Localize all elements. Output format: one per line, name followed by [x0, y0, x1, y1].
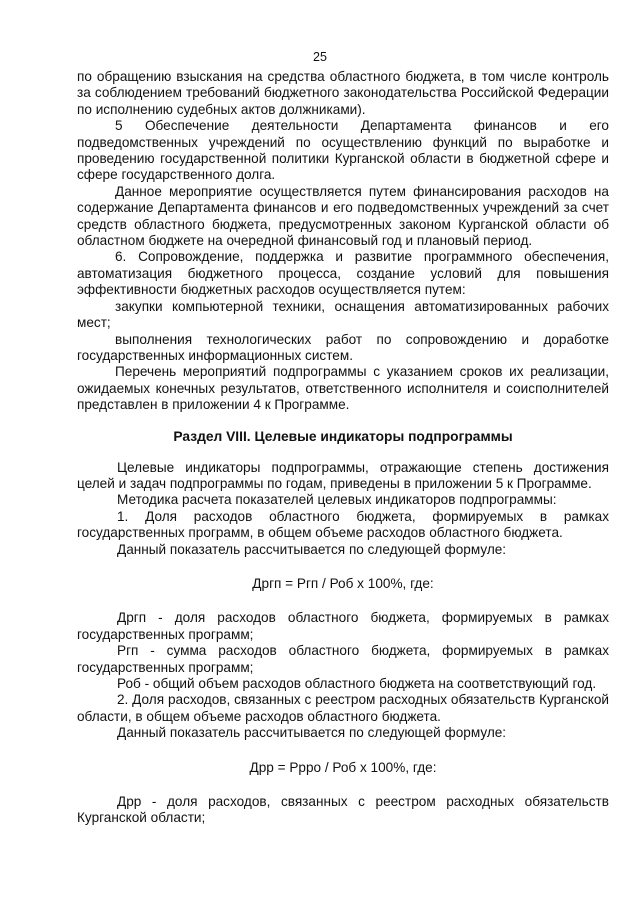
- paragraph: выполнения технологических работ по сопровождению и доработке государственных информационных систем.: [77, 331, 609, 363]
- paragraph: по обращению взыскания на средства областного бюджета, в том числе контроль за соблюдением требований бюджетного законодательства Российской Федерации по исполнению судебных актов должниками).: [77, 69, 609, 117]
- paragraph: закупки компьютерной техники, оснащения автоматизированных рабочих мест;: [77, 298, 609, 331]
- paragraph: 1. Доля расходов областного бюджета, формируемых в рамках государственных программ, в общем объеме расходов областного бюджета.: [77, 508, 609, 541]
- formula: Дргп = Ргп / Роб х 100%, где:: [252, 575, 434, 591]
- document-body: [77, 69, 609, 827]
- definition: Дрр - доля расходов, связанных с реестром расходных обязательств Курганской области;: [77, 794, 609, 826]
- paragraph: Данное мероприятие осуществляется путем финансирования расходов на содержание Департамента финансов и его подведомственных учреждений за счет средств областного бюджета, предусмотренных законом Курганской области об областном бюджете на очередной финансовый год и плановый период.: [77, 183, 609, 249]
- paragraph: 2. Доля расходов, связанных с реестром расходных обязательств Курганской области, в общем объеме расходов областного бюджета.: [77, 692, 609, 724]
- definition: Дргп - доля расходов областного бюджета, формируемых в рамках государственных программ;: [77, 610, 609, 642]
- page-number: 25: [313, 50, 327, 64]
- paragraph: 6. Сопровождение, поддержка и развитие программного обеспечения, автоматизация бюджетного процесса, создание условий для повышения эффективности бюджетных расходов осуществляется путем:: [77, 249, 609, 298]
- paragraph: Методика расчета показателей целевых индикаторов подпрограммы:: [117, 492, 557, 508]
- definition: Ргп - сумма расходов областного бюджета, формируемых в рамках государственных программ;: [77, 643, 609, 675]
- definition: Роб - общий объем расходов областного бюджета на соответствующий год.: [117, 676, 597, 691]
- paragraph: 5 Обеспечение деятельности Департамента финансов и его подведомственных учреждений по осуществлению функций по выработке и проведению государственной политики Курганской области в бюджетной сфере и сфере государственного долга.: [77, 118, 609, 183]
- paragraph: Перечень мероприятий подпрограммы с указанием сроков их реализации, ожидаемых конечных результатов, ответственного исполнителя и соисполнителей представлен в приложении 4 к Программе.: [77, 364, 609, 413]
- section-heading: Раздел VIII. Целевые индикаторы подпрограммы: [173, 428, 513, 444]
- paragraph: Данный показатель рассчитывается по следующей формуле:: [117, 541, 507, 557]
- paragraph: Целевые индикаторы подпрограммы, отражающие степень достижения целей и задач подпрограммы по годам, приведены в приложении 5 к Программе.: [77, 459, 609, 491]
- paragraph: Данный показатель рассчитывается по следующей формуле:: [117, 725, 507, 741]
- formula: Дрр = Ррро / Роб х 100%, где:: [249, 759, 437, 775]
